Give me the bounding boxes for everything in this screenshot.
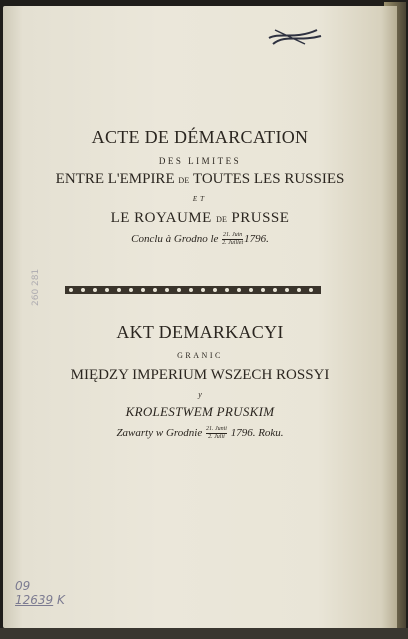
polish-date-fraction: $\frac{\text{21. Junii}}{\text{2. Julii}}$ [205,426,227,440]
polish-line-imperium: MIĘDZY IMPERIUM WSZECH ROSSYI [70,367,330,383]
polish-line-krolestwem: KROLESTWEM PRUSKIM [125,404,275,419]
french-line-limites: DES LIMITES [158,156,242,166]
scan-background [0,628,408,639]
french-conjunction: ET [192,195,208,203]
polish-line-granic: GRANIC [177,351,223,360]
call-number-annotation: 09 12639 K [15,579,65,607]
library-stamp-vertical: 260 281 [31,268,41,306]
french-line-empire: ENTRE L'EMPIRE DE TOUTES LES RUSSIES [55,171,345,187]
french-line-royaume: LE ROYAUME DE PRUSSE [110,210,290,226]
polish-conjunction: y [198,390,202,399]
title-page [3,6,397,628]
french-date: Conclu à Grodno le $\frac{\text{21. Juin}}{\text{2. Juillet}}$ 1796. [131,232,269,246]
polish-title: AKT DEMARKACYI [116,322,284,342]
decorative-border-ornament [65,284,321,296]
french-date-fraction: $\frac{\text{21. Juin}}{\text{2. Juillet}}$ [222,232,244,246]
crossed-out-mark [265,24,325,48]
polish-date: Zawarty w Grodnie $\frac{\text{21. Junii}}{\text{2. Julii}}$ 1796. Roku. [116,426,284,440]
french-title: ACTE DE DÉMARCATION [91,127,309,147]
